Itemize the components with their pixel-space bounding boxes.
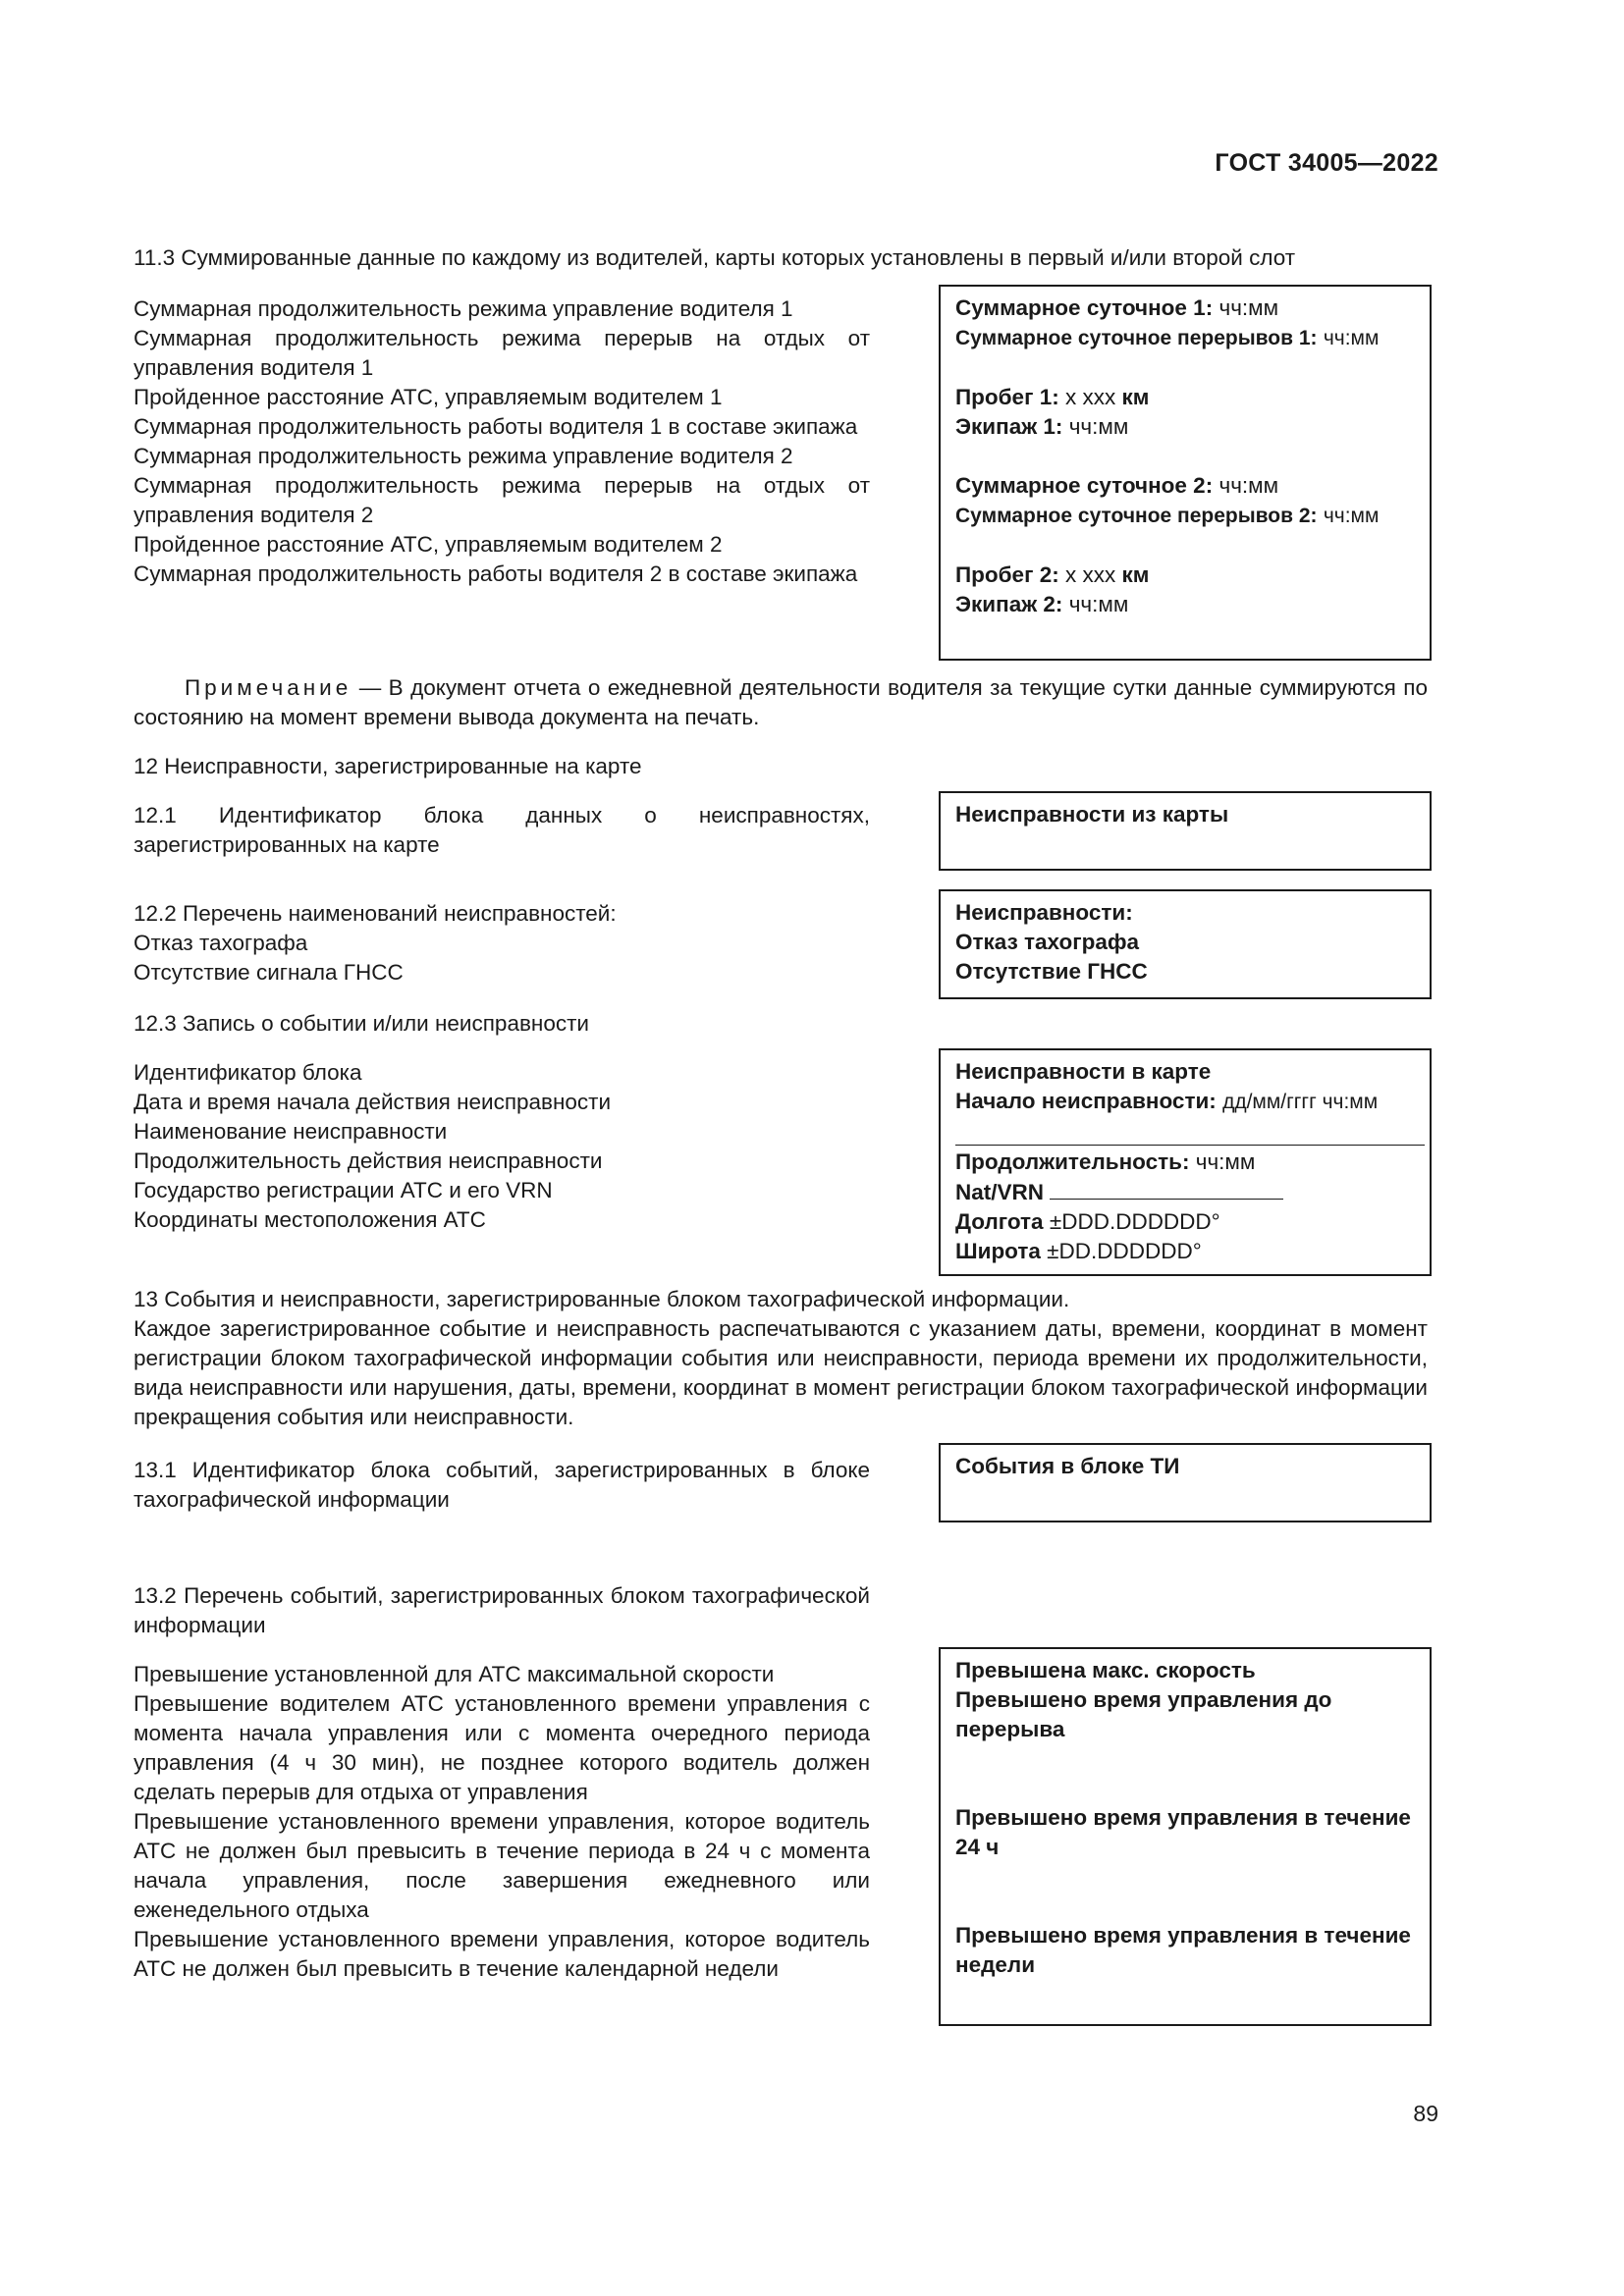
section-13-1-text: 13.1 Идентификатор блока событий, зарегистрированных в блоке тахографической информации xyxy=(134,1458,870,1512)
list-item: Пройденное расстояние АТС, управляемым водителем 2 xyxy=(134,532,723,557)
note-label: Примечание xyxy=(185,675,352,700)
list-item: 12.2 Перечень наименований неисправностей: xyxy=(134,901,617,926)
box-line: Превышено время управления в течение недели xyxy=(955,1923,1411,1977)
section-13-2-left-column xyxy=(134,1660,870,1984)
list-item: Идентификатор блока xyxy=(134,1060,362,1085)
list-item: Отказ тахографа xyxy=(134,931,308,955)
section-13-2-box xyxy=(939,1647,1432,2026)
box-line: Отсутствие ГНСС xyxy=(955,959,1148,984)
box-line: Пробег 1: х ххх км xyxy=(955,385,1150,409)
list-item: Суммарная продолжительность работы водителя 2 в составе экипажа xyxy=(134,561,858,586)
section-12-3-box xyxy=(939,1048,1432,1276)
section-11-3-heading: 11.3 Суммированные данные по каждому из водителей, карты которых установлены в первый и/или второй слот xyxy=(134,245,1296,270)
list-item: Превышение установленного времени управления, которое водитель АТС не должен был превысить в течение календарной недели xyxy=(134,1927,870,1981)
list-item: Суммарная продолжительность режима перерыв на отдых от управления водителя 1 xyxy=(134,326,870,380)
box-line: Экипаж 2: чч:мм xyxy=(955,592,1129,616)
list-item: Суммарная продолжительность режима перерыв на отдых от управления водителя 2 xyxy=(134,473,870,527)
box-line: Nat/VRN xyxy=(955,1177,1416,1207)
box-line: Отказ тахографа xyxy=(955,930,1140,954)
box-line: Неисправности из карты xyxy=(955,802,1229,827)
page-number: 89 xyxy=(1413,2101,1438,2126)
note-text: — В документ отчета о ежедневной деятельности водителя за текущие сутки данные суммируются по состоянию на момент времени вывода документа на печать. xyxy=(134,675,1428,729)
box-line: Продолжительность: чч:мм xyxy=(955,1149,1256,1174)
section-13-1-box xyxy=(939,1443,1432,1522)
box-line: Неисправности в карте xyxy=(955,1059,1212,1084)
box-line: Начало неисправности: дд/мм/гггг чч:мм xyxy=(955,1089,1379,1113)
box-line: Долгота ±DDD.DDDDDD° xyxy=(955,1209,1220,1234)
list-item: Дата и время начала действия неисправности xyxy=(134,1090,612,1114)
section-11-3-printout-box xyxy=(939,285,1432,661)
list-item: Суммарная продолжительность режима управление водителя 1 xyxy=(134,296,793,321)
list-item: Отсутствие сигнала ГНСС xyxy=(134,960,404,985)
section-12-1-box xyxy=(939,791,1432,871)
list-item: Наименование неисправности xyxy=(134,1119,448,1144)
blank-fill-line xyxy=(955,1117,1425,1146)
list-item: Превышение водителем АТС установленного времени управления с момента начала управления или с момента очередного периода управления (4 ч 30 мин), не позднее которого водитель должен сделать перерыв для отдыха от управления xyxy=(134,1691,870,1804)
section-13-text xyxy=(134,1285,1428,1432)
list-item: Пройденное расстояние АТС, управляемым водителем 1 xyxy=(134,385,723,409)
section-13-heading: 13 События и неисправности, зарегистрированные блоком тахографической информации. xyxy=(134,1287,1070,1311)
list-item: Продолжительность действия неисправности xyxy=(134,1148,603,1173)
list-item: Государство регистрации АТС и его VRN xyxy=(134,1178,553,1202)
section-13-2-heading: 13.2 Перечень событий, зарегистрированных блоком тахографической информации xyxy=(134,1583,870,1637)
section-12-2-box xyxy=(939,889,1432,999)
section-12-3-left-column xyxy=(134,1058,870,1235)
section-12-heading: 12 Неисправности, зарегистрированные на карте xyxy=(134,754,642,778)
box-line: Суммарное суточное 2: чч:мм xyxy=(955,473,1279,498)
box-line: Превышено время управления до перерыва xyxy=(955,1687,1332,1741)
document-code: ГОСТ 34005—2022 xyxy=(1215,149,1438,177)
box-line: Превышена макс. скорость xyxy=(955,1658,1256,1682)
box-line: Суммарное суточное 1: чч:мм xyxy=(955,295,1279,320)
list-item: Превышение установленной для АТС максимальной скорости xyxy=(134,1662,775,1686)
list-item: Координаты местоположения АТС xyxy=(134,1207,486,1232)
box-line: Суммарное суточное перерывов 1: чч:мм xyxy=(955,327,1380,349)
section-12-2-left-column xyxy=(134,899,870,988)
box-line: Пробег 2: х ххх км xyxy=(955,562,1150,587)
box-line: Экипаж 1: чч:мм xyxy=(955,414,1129,439)
box-line: Неисправности: xyxy=(955,900,1133,925)
box-line: Широта ±DD.DDDDDD° xyxy=(955,1239,1202,1263)
section-13-paragraph: Каждое зарегистрированное событие и неисправность распечатываются с указанием даты, времени, координат в момент регистрации блоком тахографической информации события или неисправности, периода времени их продолжительности, вида неисправности или нарушения, даты, времени, координат в момент регистрации блоком тахографической информации прекращения события или неисправности. xyxy=(134,1316,1428,1429)
section-11-3-left-column xyxy=(134,294,870,589)
list-item: Суммарная продолжительность режима управление водителя 2 xyxy=(134,444,793,468)
blank-fill-line xyxy=(1050,1177,1283,1200)
section-12-3-heading: 12.3 Запись о событии и/или неисправности xyxy=(134,1011,589,1036)
box-line: Суммарное суточное перерывов 2: чч:мм xyxy=(955,505,1380,527)
list-item: Суммарная продолжительность работы водителя 1 в составе экипажа xyxy=(134,414,858,439)
box-line: События в блоке ТИ xyxy=(955,1454,1180,1478)
section-12-1-text: 12.1 Идентификатор блока данных о неисправностях, зарегистрированных на карте xyxy=(134,803,870,857)
box-line: Превышено время управления в течение 24 ч xyxy=(955,1805,1411,1859)
list-item: Превышение установленного времени управления, которое водитель АТС не должен был превысить в течение периода в 24 ч с момента начала управления, после завершения ежедневного или еженедельного отдыха xyxy=(134,1809,870,1922)
note-paragraph xyxy=(134,673,1428,732)
